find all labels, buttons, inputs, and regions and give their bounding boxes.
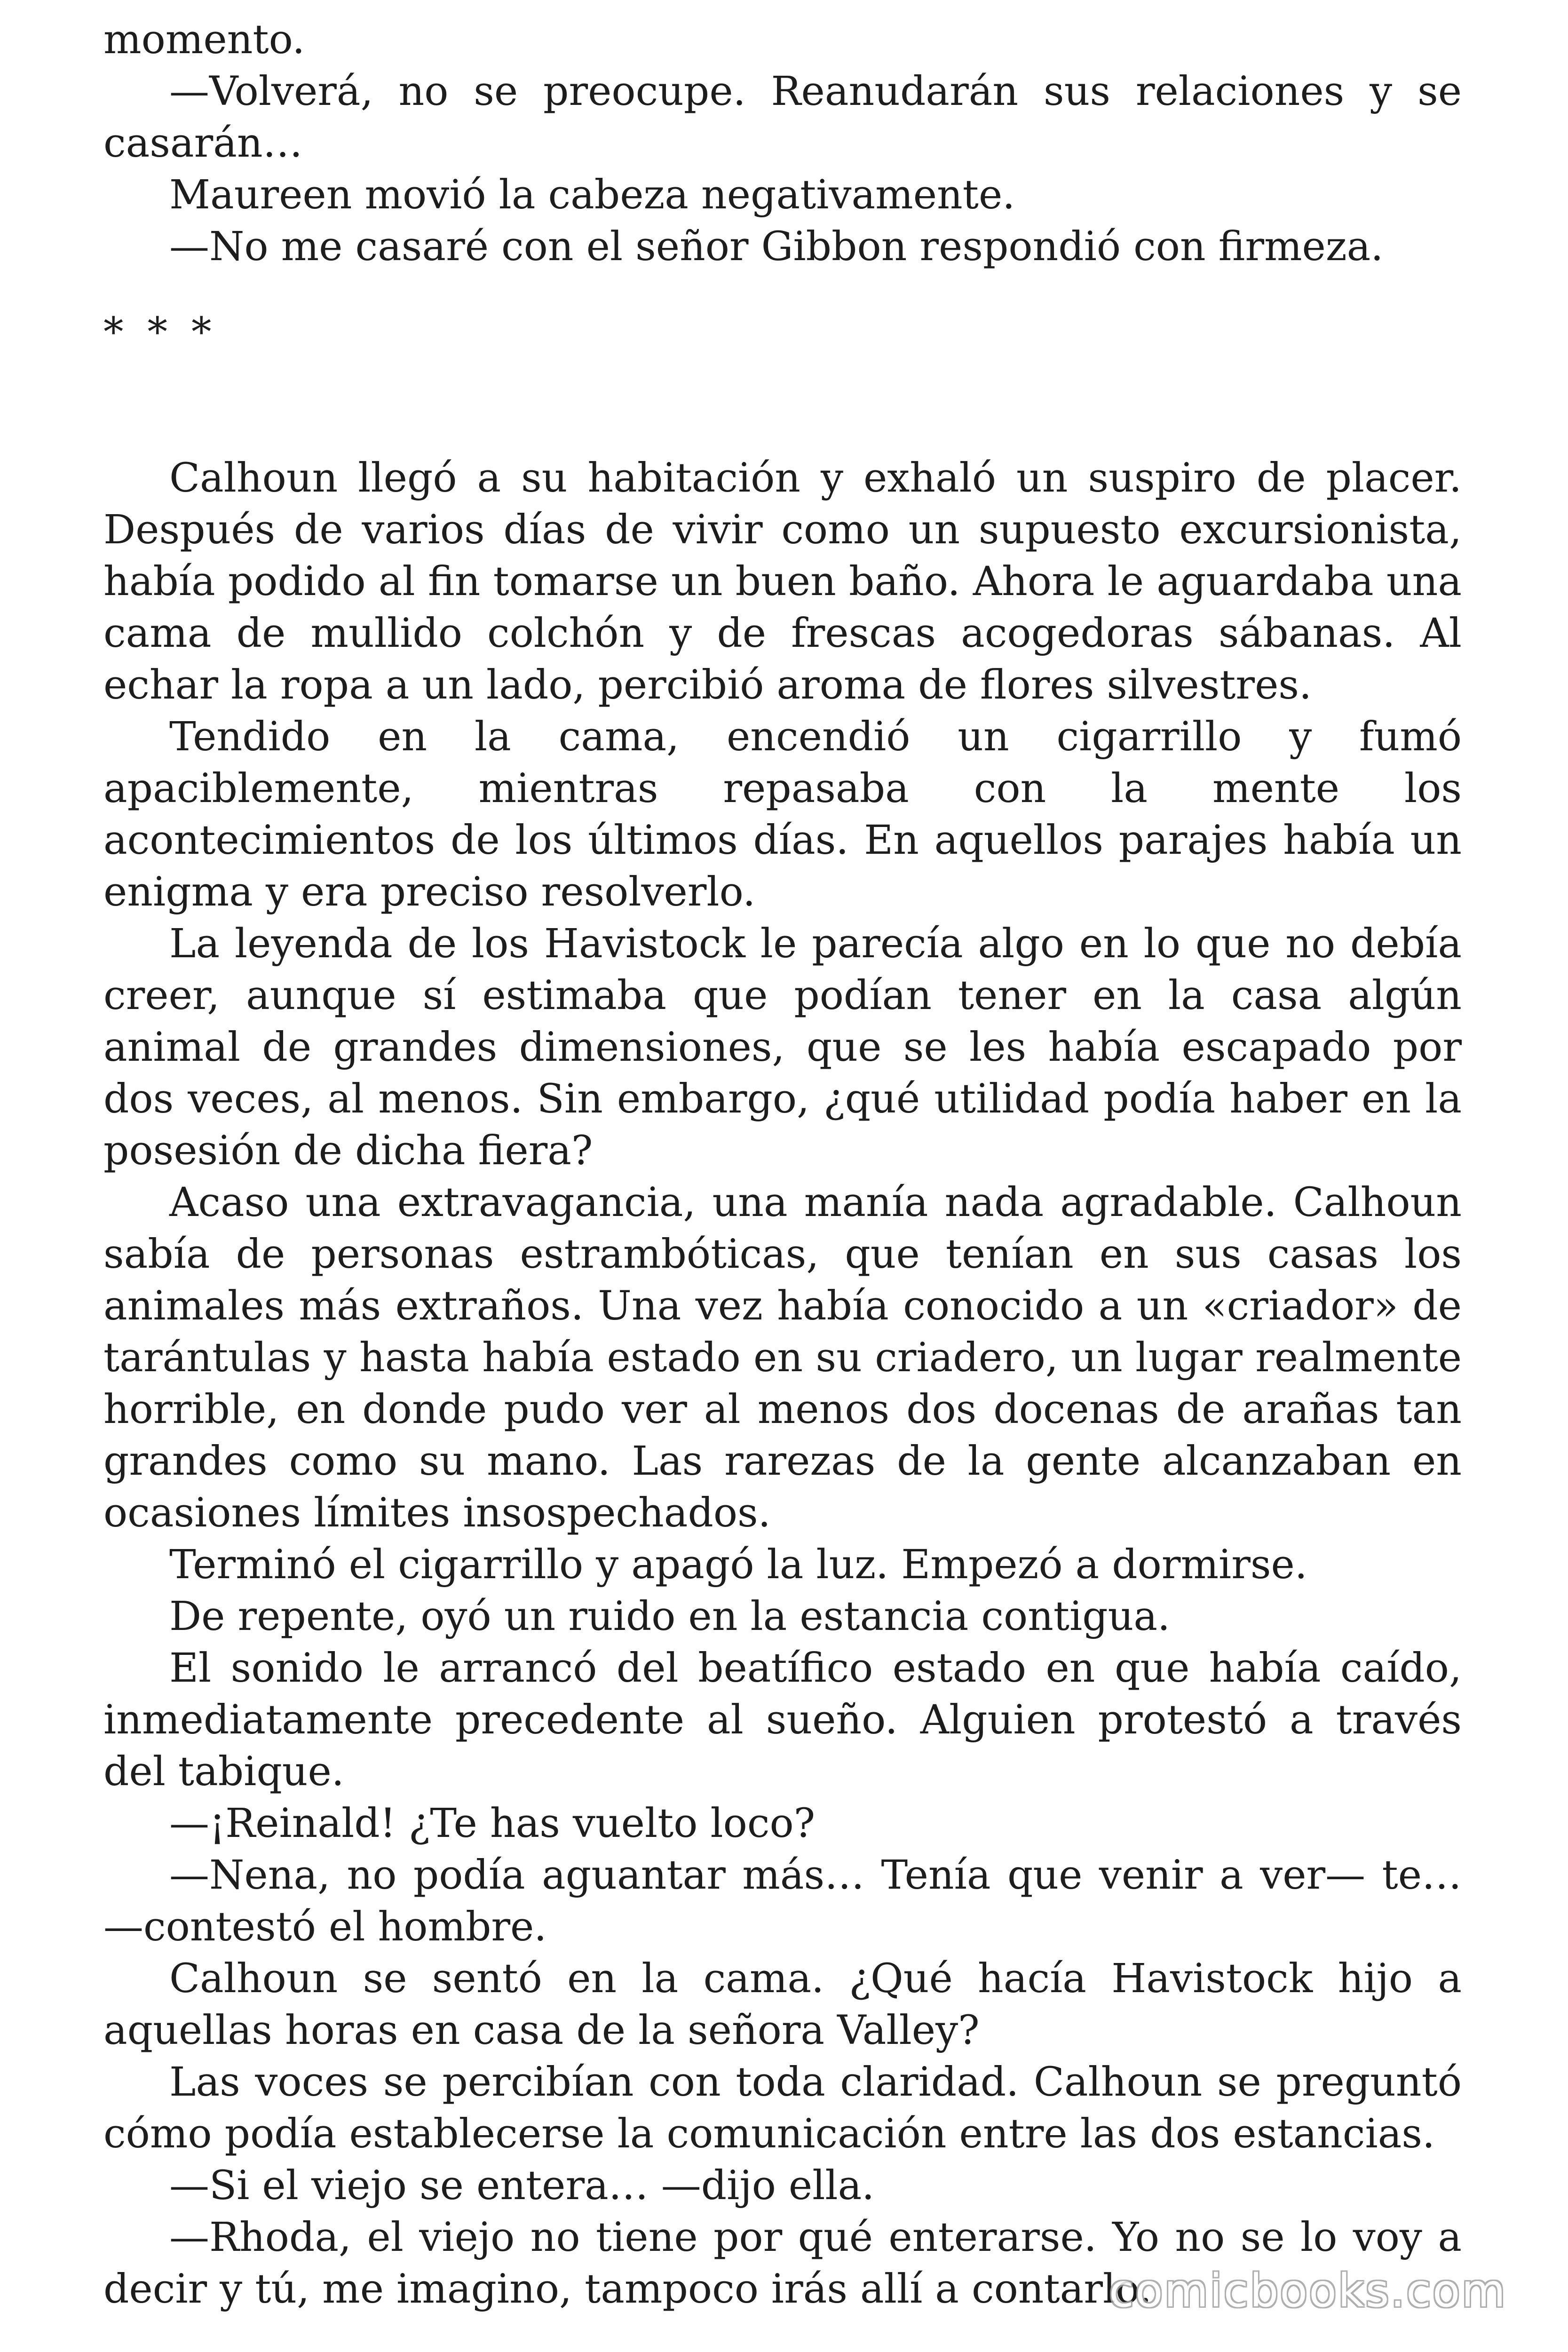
paragraph: Acaso una extravagancia, una manía nada agradable. Calhoun sabía de personas estrambóticas, que tenían en sus casas los animales más extraños. Una vez había conocido a un «criador» de tarántulas y hasta había estado en su criadero, un lugar realmente horrible, en donde pudo ver al menos dos docenas de arañas tan grandes como su mano. Las rarezas de la gente alcanzaban en ocasiones límites insospechados. [103, 1179, 1462, 1536]
paragraph: —¡Reinald! ¿Te has vuelto loco? [169, 1800, 816, 1847]
paragraph: —Nena, no podía aguantar más… Tenía que venir a ver— te… —contestó el hombre. [103, 1852, 1462, 1950]
paragraph: —Volverá, no se preocupe. Reanudarán sus relaciones y se casarán… [103, 68, 1462, 167]
paragraph: Terminó el cigarrillo y apagó la luz. Empezó a dormirse. [169, 1542, 1307, 1588]
paragraph: Las voces se percibían con toda claridad. Calhoun se preguntó cómo podía establecerse la comunicación entre las dos estancias. [103, 2059, 1462, 2157]
paragraph: momento. [103, 16, 305, 63]
paragraph: De repente, oyó un ruido en la estancia contigua. [169, 1593, 1171, 1640]
paragraph: Maureen movió la cabeza negativamente. [169, 172, 1015, 218]
watermark-logo: comicbooks.com [1109, 2265, 1507, 2317]
paragraph: Tendido en la cama, encendió un cigarrillo y fumó apaciblemente, mientras repasaba con la mente los acontecimientos de los últimos días. En aquellos parajes había un enigma y era preciso resolverlo. [103, 714, 1462, 915]
paragraph: —No me casaré con el señor Gibbon respondió con firmeza. [169, 223, 1384, 270]
paragraph: El sonido le arrancó del beatífico estado en que había caído, inmediatamente precedente al sueño. Alguien protestó a través del tabique. [103, 1645, 1462, 1795]
book-page [103, 0, 1462, 2352]
paragraph: —Si el viejo se entera… —dijo ella. [169, 2162, 875, 2209]
paragraph: La leyenda de los Havistock le parecía algo en lo que no debía creer, aunque sí estimaba que podían tener en la casa algún animal de grandes dimensiones, que se les había escapado por dos veces, al menos. Sin embargo, ¿qué utilidad podía haber en la posesión de dicha fiera? [103, 921, 1462, 1174]
paragraph: Calhoun se sentó en la cama. ¿Qué hacía Havistock hijo a aquellas horas en casa de la señora Valley? [103, 1955, 1462, 2054]
paragraph: —Rhoda, el viejo no tiene por qué enterarse. Yo no se lo voy a decir y tú, me imagino, tampoco irás allí a contarlo. [103, 2214, 1462, 2312]
paragraph: Calhoun llegó a su habitación y exhaló un suspiro de placer. Después de varios días de vivir como un supuesto excursionista, había podido al fin tomarse un buen baño. Ahora le aguardaba una cama de mullido colchón y de frescas acogedoras sábanas. Al echar la ropa a un lado, percibió aroma de flores silvestres. [103, 455, 1462, 708]
section-separator: * * * [103, 309, 217, 356]
